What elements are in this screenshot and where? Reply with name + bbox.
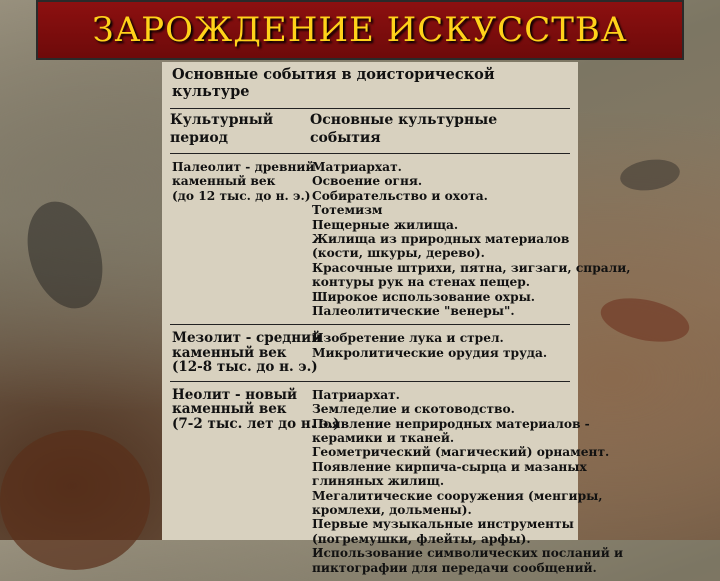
title-banner xyxy=(36,0,684,60)
document-heading: Основные события в доисторической культуре xyxy=(172,66,495,100)
period-line: (12-8 тыс. до н. э.) xyxy=(172,359,318,376)
event-line: Патриархат. xyxy=(312,387,400,402)
event-line: Широкое использование охры. xyxy=(312,289,536,304)
period-cell xyxy=(170,386,340,575)
event-line: Земледелие и скотоводство. xyxy=(312,402,515,417)
event-line: Появление кирпича-сырца и мазаных xyxy=(312,459,587,474)
event-line: (погремушки, флейты, арфы). xyxy=(312,531,531,546)
event-line: Красочные штрихи, пятна, зигзаги, спрали, xyxy=(312,260,631,275)
period-line: Палеолит - древний xyxy=(172,160,315,174)
event-line: Пещерные жилища. xyxy=(312,217,459,232)
table-header xyxy=(170,109,570,153)
table-row xyxy=(170,154,631,324)
column-header-events: Основные культурные события xyxy=(310,112,498,146)
event-line: Использование символических посланий и xyxy=(312,546,624,561)
event-line: керамики и тканей. xyxy=(312,430,455,445)
event-line: Появление неприродных материалов - xyxy=(312,416,590,431)
document-panel xyxy=(162,62,631,575)
events-cell xyxy=(312,331,570,374)
event-line: Тотемизм xyxy=(312,203,383,218)
table-row xyxy=(170,325,570,380)
period-line: Неолит - новый xyxy=(172,386,298,403)
event-line: Матриархат. xyxy=(312,160,402,174)
period-line: (до 12 тыс. до н. э.) xyxy=(172,188,311,203)
event-line: Изобретение лука и стрел. xyxy=(312,331,504,346)
period-cell xyxy=(170,160,315,318)
event-line: пиктографии для передачи сообщений. xyxy=(312,560,597,575)
period-cell xyxy=(170,330,322,376)
period-line: каменный век xyxy=(172,401,287,418)
event-line: Собирательство и охота. xyxy=(312,188,488,203)
events-cell xyxy=(312,160,630,318)
event-line: Первые музыкальные инструменты xyxy=(312,517,574,532)
period-line: каменный век xyxy=(172,174,276,189)
table-row xyxy=(170,382,624,581)
cave-painting-mark xyxy=(15,192,116,318)
event-line: кромлехи, дольмены). xyxy=(312,502,472,517)
event-line: глиняных жилищ. xyxy=(312,474,445,489)
cave-shadow xyxy=(0,430,150,570)
period-line: (7-2 тыс. лет до н. э.) xyxy=(172,415,340,432)
event-line: контуры рук на стенах пещер. xyxy=(312,275,531,290)
event-line: Геометрический (магический) орнамент. xyxy=(312,445,610,460)
slide-title: ЗАРОЖДЕНИЕ ИСКУССТВА xyxy=(92,10,628,50)
period-line: Мезолит - средний xyxy=(172,330,322,347)
column-header-period: Культурный период xyxy=(170,112,274,146)
event-line: Мегалитические сооружения (менгиры, xyxy=(312,488,603,503)
event-line: Освоение огня. xyxy=(312,174,423,189)
event-line: Микролитические орудия труда. xyxy=(312,345,548,360)
event-line: Палеолитические "венеры". xyxy=(312,304,515,319)
event-line: Жилища из природных материалов xyxy=(312,232,570,247)
event-line: (кости, шкуры, дерево). xyxy=(312,246,485,261)
period-line: каменный век xyxy=(172,344,287,361)
events-cell xyxy=(312,388,623,575)
